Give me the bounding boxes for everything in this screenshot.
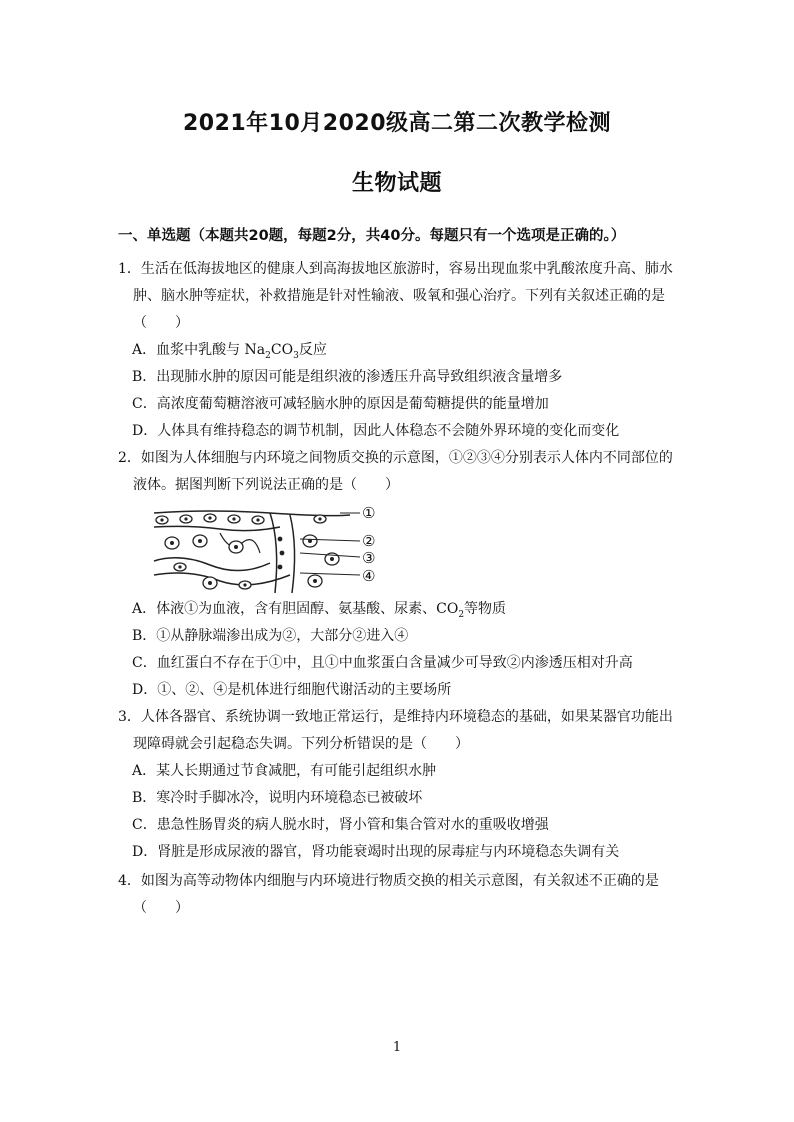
question-1-stem-line-1: 1．生活在低海拔地区的健康人到高海拔地区旅游时，容易出现血浆中乳酸浓度升高、肺水 [118,261,673,277]
subscript-2: 2 [458,609,465,620]
body-fluid-exchange-diagram [150,503,390,595]
question-2-option-c: C．血红蛋白不存在于①中，且①中血浆蛋白含量减少可导致②内渗透压相对升高 [132,655,633,671]
subscript-3: 3 [293,350,299,361]
option-a-text-2: CO [270,342,294,358]
question-3-stem-line-1: 3．人体各器官、系统协调一致地正常运行，是维持内环境稳态的基础，如果某器官功能出 [118,709,673,725]
question-1-stem-line-2: 肿、脑水肿等症状，补救措施是针对性输液、吸氧和强心治疗。下列有关叙述正确的是 [133,288,665,304]
exam-subtitle: 生物试题 [351,171,442,196]
question-2-stem-line-1: 2．如图为人体细胞与内环境之间物质交换的示意图，①②③④分别表示人体内不同部位的 [118,450,673,466]
question-1-option-a [132,341,327,365]
option-a-text-3: 反应 [298,342,327,358]
question-3-option-d: D．肾脏是形成尿液的器官，肾功能衰竭时出现的尿毒症与内环境稳态失调有关 [132,844,620,860]
question-3-option-b: B．寒冷时手脚冰冷，说明内环境稳态已被破坏 [132,790,423,806]
question-1-option-d: D．人体具有维持稳态的调节机制，因此人体稳态不会随外界环境的变化而变化 [132,423,620,439]
figure-label-1: ① [362,504,376,522]
question-2-option-d: D．①、②、④是机体进行细胞代谢活动的主要场所 [132,682,452,698]
figure-label-3: ③ [362,549,376,567]
question-3-option-a: A．某人长期通过节食减肥，有可能引起组织水肿 [132,763,437,779]
exam-title: 2021年10月2020级高二第二次教学检测 [182,111,612,136]
figure-label-4: ④ [362,567,376,585]
page-number: 1 [392,1040,402,1055]
question-4-stem-line-2: （ ） [133,900,189,916]
question-3-stem-line-2: 现障碍就会引起稳态失调。下列分析错误的是（ ） [133,736,469,752]
question-1-option-b: B．出现肺水肿的原因可能是组织液的渗透压升高导致组织液含量增多 [132,369,563,385]
question-1-option-c: C．高浓度葡萄糖溶液可减轻脑水肿的原因是葡萄糖提供的能量增加 [132,396,549,412]
option-a-text-1: A．体液①为血液，含有胆固醇、氨基酸、尿素、CO [132,601,459,617]
question-2-option-b: B．①从静脉端渗出成为②，大部分②进入④ [132,628,409,644]
figure-label-2: ② [362,532,376,550]
subscript-2: 2 [265,350,271,361]
question-1-stem-line-3: （ ） [133,315,189,331]
question-4-stem-line-1: 4．如图为高等动物体内细胞与内环境进行物质交换的相关示意图，有关叙述不正确的是 [118,873,659,889]
option-a-text-2: 等物质 [464,601,507,617]
option-a-text-1: A．血浆中乳酸与 Na [132,342,266,358]
question-2-stem-line-2: 液体。据图判断下列说法正确的是（ ） [133,477,399,493]
question-2-option-a [132,600,506,624]
question-3-option-c: C．患急性肠胃炎的病人脱水时，肾小管和集合管对水的重吸收增强 [132,817,549,833]
section-heading: 一、单选题（本题共20题，每题2分，共40分。每题只有一个选项是正确的。） [118,228,626,244]
